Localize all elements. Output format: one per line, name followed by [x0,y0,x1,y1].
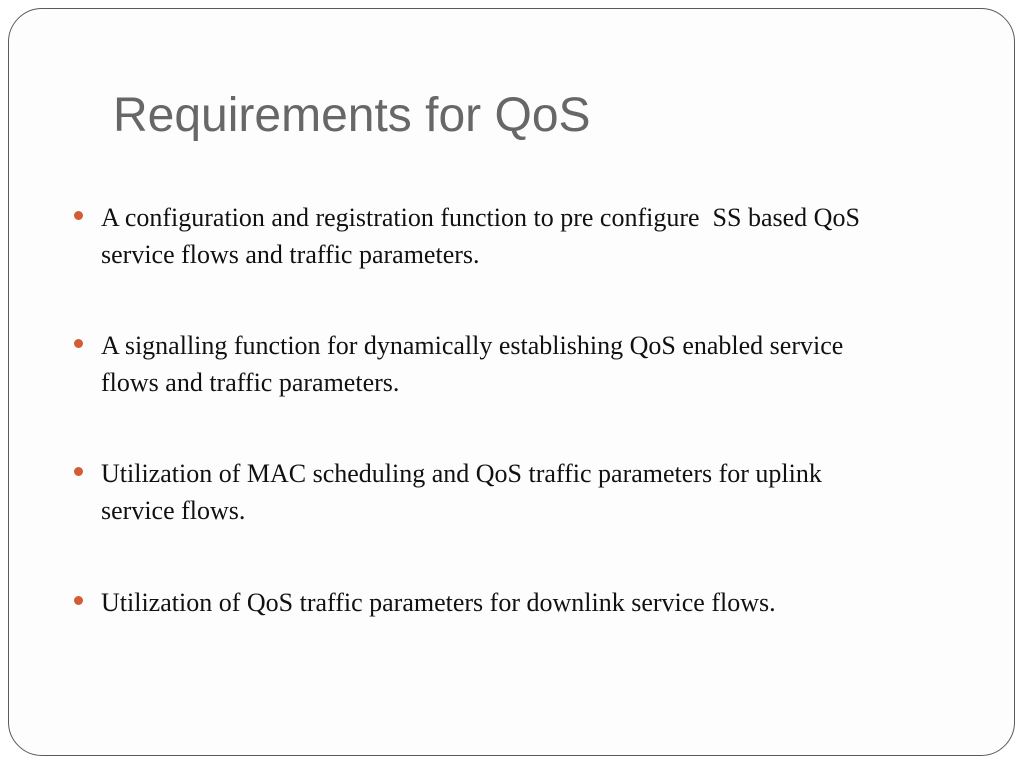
list-item [74,327,934,401]
list-item [74,584,934,621]
bullet-marker [74,467,83,476]
bullet-text: A signalling function for dynamically establishing QoS enabled service flows and traffic parameters. [101,331,844,397]
bullet-text: A configuration and registration function to pre configure SS based QoS service flows and traffic parameters. [101,203,867,269]
bullet-marker [74,211,83,220]
list-item [74,455,934,529]
bullet-marker [74,339,83,348]
bullet-text: Utilization of MAC scheduling and QoS traffic parameters for uplink service flows. [101,459,822,525]
slide-title: Requirements for QoS [113,89,591,142]
bullet-text: Utilization of QoS traffic parameters for downlink service flows. [101,588,776,617]
bullet-marker [74,596,83,605]
list-item [74,199,934,273]
